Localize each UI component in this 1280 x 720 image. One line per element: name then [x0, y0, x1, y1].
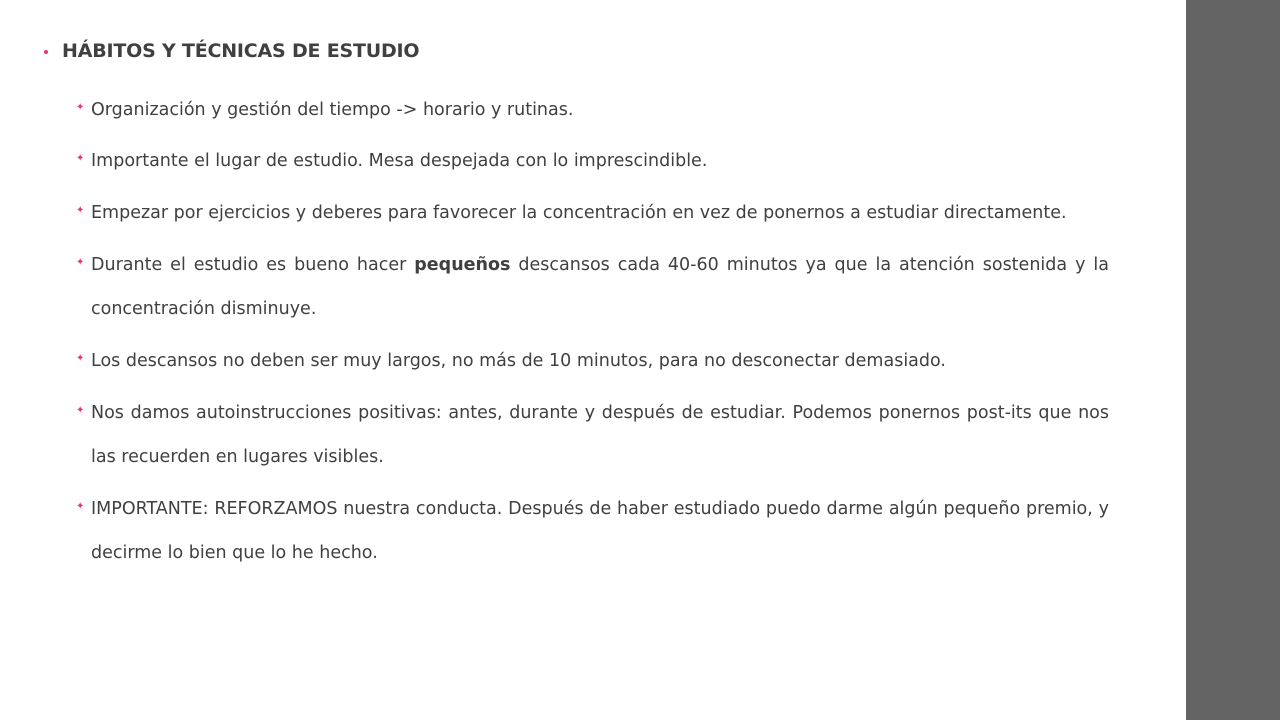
list-item-text: Empezar por ejercicios y deberes para favorecer la concentración en vez de ponernos a estudiar directamente.: [91, 203, 1067, 223]
list-item-text: Organización y gestión del tiempo -> horario y rutinas.: [91, 100, 574, 120]
list-item: [76, 88, 1109, 132]
sparkle-bullet-icon: ✦: [76, 153, 85, 164]
sparkle-bullet-icon: ✦: [76, 257, 85, 268]
list-item-text: Durante el estudio es bueno hacer pequeños descansos cada 40-60 minutos ya que la atención sostenida y la concentración disminuye.: [91, 255, 1109, 319]
list-item: [76, 191, 1109, 235]
sparkle-bullet-icon: ✦: [76, 102, 85, 113]
list-item-text: Nos damos autoinstrucciones positivas: antes, durante y después de estudiar. Podemos ponernos post-its que nos las recuerden en lugares visibles.: [91, 403, 1109, 467]
list-item-text: Los descansos no deben ser muy largos, no más de 10 minutos, para no desconectar demasiado.: [91, 351, 946, 371]
list-item: [76, 243, 1109, 331]
list-item: [76, 139, 1109, 183]
bullet-list: [76, 88, 1109, 583]
list-item: [76, 391, 1109, 479]
list-item: [76, 339, 1109, 383]
slide-title: HÁBITOS Y TÉCNICAS DE ESTUDIO: [62, 40, 420, 62]
side-panel: [1186, 0, 1280, 720]
sparkle-bullet-icon: ✦: [76, 501, 85, 512]
list-item-text: Importante el lugar de estudio. Mesa despejada con lo imprescindible.: [91, 151, 708, 171]
title-bullet-dot: [44, 50, 48, 54]
list-item-text: IMPORTANTE: REFORZAMOS nuestra conducta. Después de haber estudiado puedo darme algún pequeño premio, y decirme lo bien que lo he hecho.: [91, 499, 1109, 563]
title-row: [44, 40, 419, 62]
list-item: [76, 487, 1109, 575]
emphasis-text: pequeños: [414, 255, 511, 275]
sparkle-bullet-icon: ✦: [76, 405, 85, 416]
sparkle-bullet-icon: ✦: [76, 353, 85, 364]
sparkle-bullet-icon: ✦: [76, 205, 85, 216]
